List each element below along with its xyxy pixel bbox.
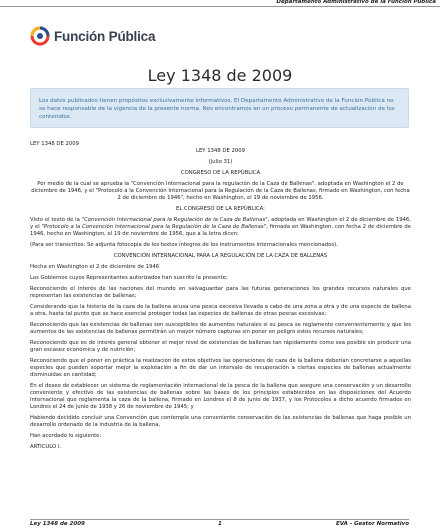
paragraph: En el deseo de establecer un sistema de reglamentación internacional de la pesca de la ballena que asegure una conservación y un desarrollo conveniente y efectivo de las existencias de ballenas sobre las bases de los principios establecidos en las disposiciones del Acuerdo Internacional que reglamenta la caza de la ballena, firmado en Londres el 8 de junio de 1937, y los Protocolos a dicho acuerdo firmados en Londres el 24 de junio de 1938 y 26 de noviembre de 1945; y (30, 383, 411, 410)
convention-heading: CONVENCIÓN INTERNACIONAL PARA LA REGULACIÓN DE LA CAZA DE BALLENAS (113, 253, 328, 259)
paragraph: Considerando que la historia de la caza de la ballena acusa una pesca excesiva llevada a cabo de una zona a otra y de una especie de ballena a otra, hasta tal punto que se hace esencial proteger todas las especies de ballenas de otras pescas excesivas; (30, 304, 411, 317)
logo (30, 26, 155, 46)
issuer: CONGRESO DE LA REPÚBLICA (180, 170, 261, 176)
paragraph: Reconociendo que las existencias de ballenas son susceptibles de aumentos naturales si su pesca se reglamente convenientemente y que los aumentos de las existencias de ballenas permitirán un mayor número capturas sin poner en peligro estos recursos naturales; (30, 322, 411, 335)
congress-heading: EL CONGRESO DE LA REPÚBLICA: (176, 206, 265, 212)
top-header (0, 0, 440, 7)
top-rule (0, 6, 440, 7)
footer-rule (30, 519, 409, 520)
page-footer (30, 519, 409, 530)
law-summary: Por medio de la cual se aprueba la "Convención Internacional para la regulación de la Caza de Ballenas", adoptada en Washington el 2 de diciembre de 1946, y el "Protocolo a la Convención Internacional para la Regulación de la Caza de Ballenas, firmado en Washington, con fecha 2 de diciembre de 1946", hecho en Washington, el 19 de noviembre de 1956. (31, 181, 410, 201)
page-title: Ley 1348 de 2009 (147, 66, 293, 85)
logo-text: Función Pública (54, 28, 156, 44)
paragraph: Los Gobiernos cuyos Representantes autorizados han suscrito la presente; (30, 275, 228, 281)
paragraph: Reconociendo que es de interés general obtener el mejor nivel de existencias de ballenas tan rápidamente como sea posible sin producir una gran escasez económica y de nutrición; (30, 340, 411, 353)
paragraph: Reconociendo el interés de las naciones del mundo en salvaguardar para las futuras generaciones los grandes recursos naturales que representan las existencias de ballenas; (30, 286, 411, 299)
paragraph: Hecha en Washington el 2 de diciembre de 1946 (30, 264, 160, 270)
paragraph: Habiendo decidido concluir una Convención que contemple una conveniente conservación de las existencias de ballenas que haga posible un desarrollo ordenado de la industria de la ballena, (30, 415, 411, 428)
page-number: 1 (218, 521, 222, 527)
law-header-left: LEY 1348 DE 2009 (30, 141, 79, 147)
funcion-publica-logo-icon (30, 26, 50, 46)
footer-source: EVA - Gestor Normativo (336, 521, 409, 527)
footer-law-name: Ley 1348 de 2009 (30, 521, 85, 527)
visto-paragraph: Visto el texto de la "Convención Internacional para la Regulación de la Caza de Ballenas", adoptada en Washington el 2 de diciembre de 1946, y el "Protocolo a la Convención Internacional para la Regulación de la Caza de Ballenas", firmada en Washington, con fecha 2 de diciembre de 1946, hecho en Washington, el 19 de noviembre de 1956, que a la letra dicen: (30, 217, 411, 237)
law-title: LEY 1348 DE 2009 (196, 148, 245, 154)
department-name: Departamento Administrativo de la Función Pública (276, 0, 436, 5)
disclaimer-notice: Los datos publicados tienen propósitos exclusivamente informativos. El Departamento Administrativo de la Función Pública no se hace responsable de la vigencia de la presente norma. Nos encontramos en un proceso permanente de actualización de los contenidos. (30, 88, 409, 128)
law-date: (Julio 31) (208, 159, 233, 165)
paragraph: Reconociendo que el poner en práctica la realización de estos objetivos las operaciones de caza de la ballena deberían concretarse a aquellas especies que pueden soportar mejor la explotación a fin de dar un intervalo de recuperación a ciertas especies de ballenas actualmente disminuidas en cantidad; (30, 358, 411, 378)
document-body (30, 141, 411, 451)
transcription-note: (Para ser transcritos: Se adjunta fotocopia de los textos íntegros de los instrumentos internacionales mencionados). (30, 242, 338, 248)
article-heading: ARTICULO I. (30, 444, 62, 450)
paragraph: Han acordado lo siguiente: (30, 433, 102, 439)
